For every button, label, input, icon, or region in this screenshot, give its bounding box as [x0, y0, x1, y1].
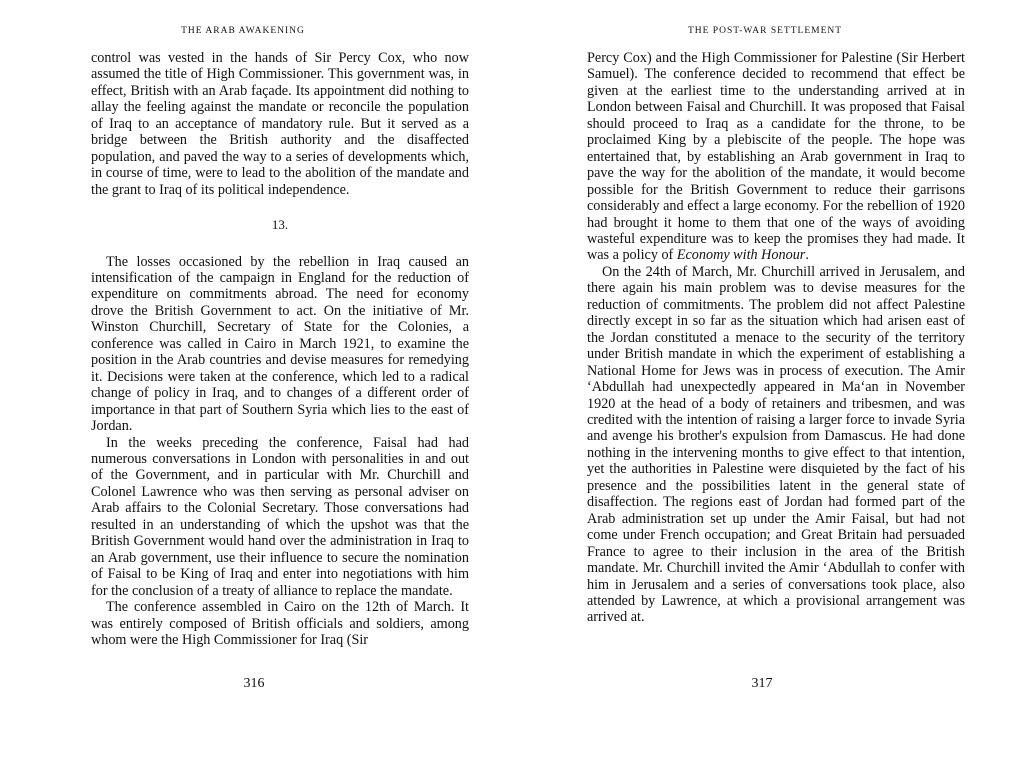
- left-paragraph-2: In the weeks preceding the conference, Faisal had had numerous conversations in London with personalities in and out of the Government, and in particular with Mr. Churchill and Colonel Lawrence who was then serving as personal adviser on Arab affairs to the Colonial Secretary. Those conversations had resulted in an understanding of which the upshot was that the British Government would hand over the administration in Iraq to an Arab government, use their influence to secure the nomination of Faisal to be King of Iraq and enter into negotiations with him for the conclusion of a treaty of alliance to replace the mandate.: [91, 434, 469, 599]
- section-number: 13.: [271, 217, 289, 233]
- right-page: [515, 0, 1030, 766]
- left-page-text: [91, 50, 469, 648]
- right-paragraph-continued-text: Percy Cox) and the High Commissioner for Palestine (Sir Herbert Samuel). The conference decided to recommend that effect be given at the earliest time to the understanding arrived at in London between Faisal and Churchill. It was proposed that Faisal should proceed to Iraq as a candidate for the throne, to be proclaimed King by a plebiscite of the people. The hope was entertained that, by establishing an Arab government in Iraq to pave the way for the abolition of the mandate, it would become possible for the British Government to reduce their garrisons considerably and effect a large economy. For the rebellion of 1920 had brought it home to them that one of the ways of avoiding wasteful expenditure was to keep the promises they had made. It was a policy of: [587, 50, 965, 264]
- right-page-number: 317: [751, 676, 773, 691]
- right-running-head: THE POST-WAR SETTLEMENT: [687, 26, 843, 36]
- left-paragraph-continued: control was vested in the hands of Sir Percy Cox, who now assumed the title of High Commissioner. This government was, in effect, British with an Arab façade. Its appointment did nothing to allay the feeling against the mandate or reconcile the population of Iraq to an acceptance of mandatory rule. But it served as a bridge between the British authority and the disaffected population, and paved the way to a series of developments which, in course of time, were to lead to the abolition of the mandate and the grant to Iraq of its political independence.: [91, 50, 469, 198]
- right-paragraph-1: On the 24th of March, Mr. Churchill arrived in Jerusalem, and there again his main problem was to devise measures for the reduction of commitments. The problem did not affect Palestine directly except in so far as the situation which had arisen east of the Jordan constituted a menace to the security of the territory under British mandate in which the experiment of establishing a National Home for Jews was in process of execution. The Amir ‘Abdullah had unexpectedly appeared in Ma‘an in November 1920 at the head of a body of retainers and tribesmen, and was credited with the intention of raising a larger force to invade Syria and avenge his brother's expulsion from Damascus. He had done nothing in the intervening months to give effect to that intention, yet the authorities in Palestine were disquieted by the fact of his presence and the possibilities latent in the general state of disaffection. The regions east of Jordan had formed part of the Arab administration set up under the Amir Faisal, but had not come under French occupation; and Great Britain had persuaded France to agree to their inclusion in the area of the British mandate. Mr. Churchill invited the Amir ‘Abdullah to confer with him in Jerusalem and a series of conversations took place, also attended by Lawrence, at which a provisional arrangement was arrived at.: [587, 263, 965, 626]
- italic-phrase: Economy with Honour: [676, 247, 806, 264]
- right-page-text: [587, 50, 965, 626]
- left-page-number: 316: [243, 676, 265, 691]
- right-paragraph-continued-end: .: [805, 247, 809, 264]
- left-running-head: THE ARAB AWAKENING: [181, 26, 305, 36]
- right-paragraph-continued: [587, 50, 965, 264]
- left-paragraph-3: The conference assembled in Cairo on the 12th of March. It was entirely composed of British officials and soldiers, among whom were the High Commissioner for Iraq (Sir: [91, 599, 469, 648]
- left-paragraph-1: The losses occasioned by the rebellion in Iraq caused an intensification of the campaign in England for the reduction of expenditure on commitments abroad. The need for economy drove the British Government to act. On the initiative of Mr. Winston Churchill, Secretary of State for the Colonies, a conference was called in Cairo in March 1921, to examine the position in the Arab countries and devise measures for remedying it. Decisions were taken at the conference, which led to a radical change of policy in Iraq, and to changes of a different order of importance in that part of Southern Syria which lies to the east of Jordan.: [91, 253, 469, 435]
